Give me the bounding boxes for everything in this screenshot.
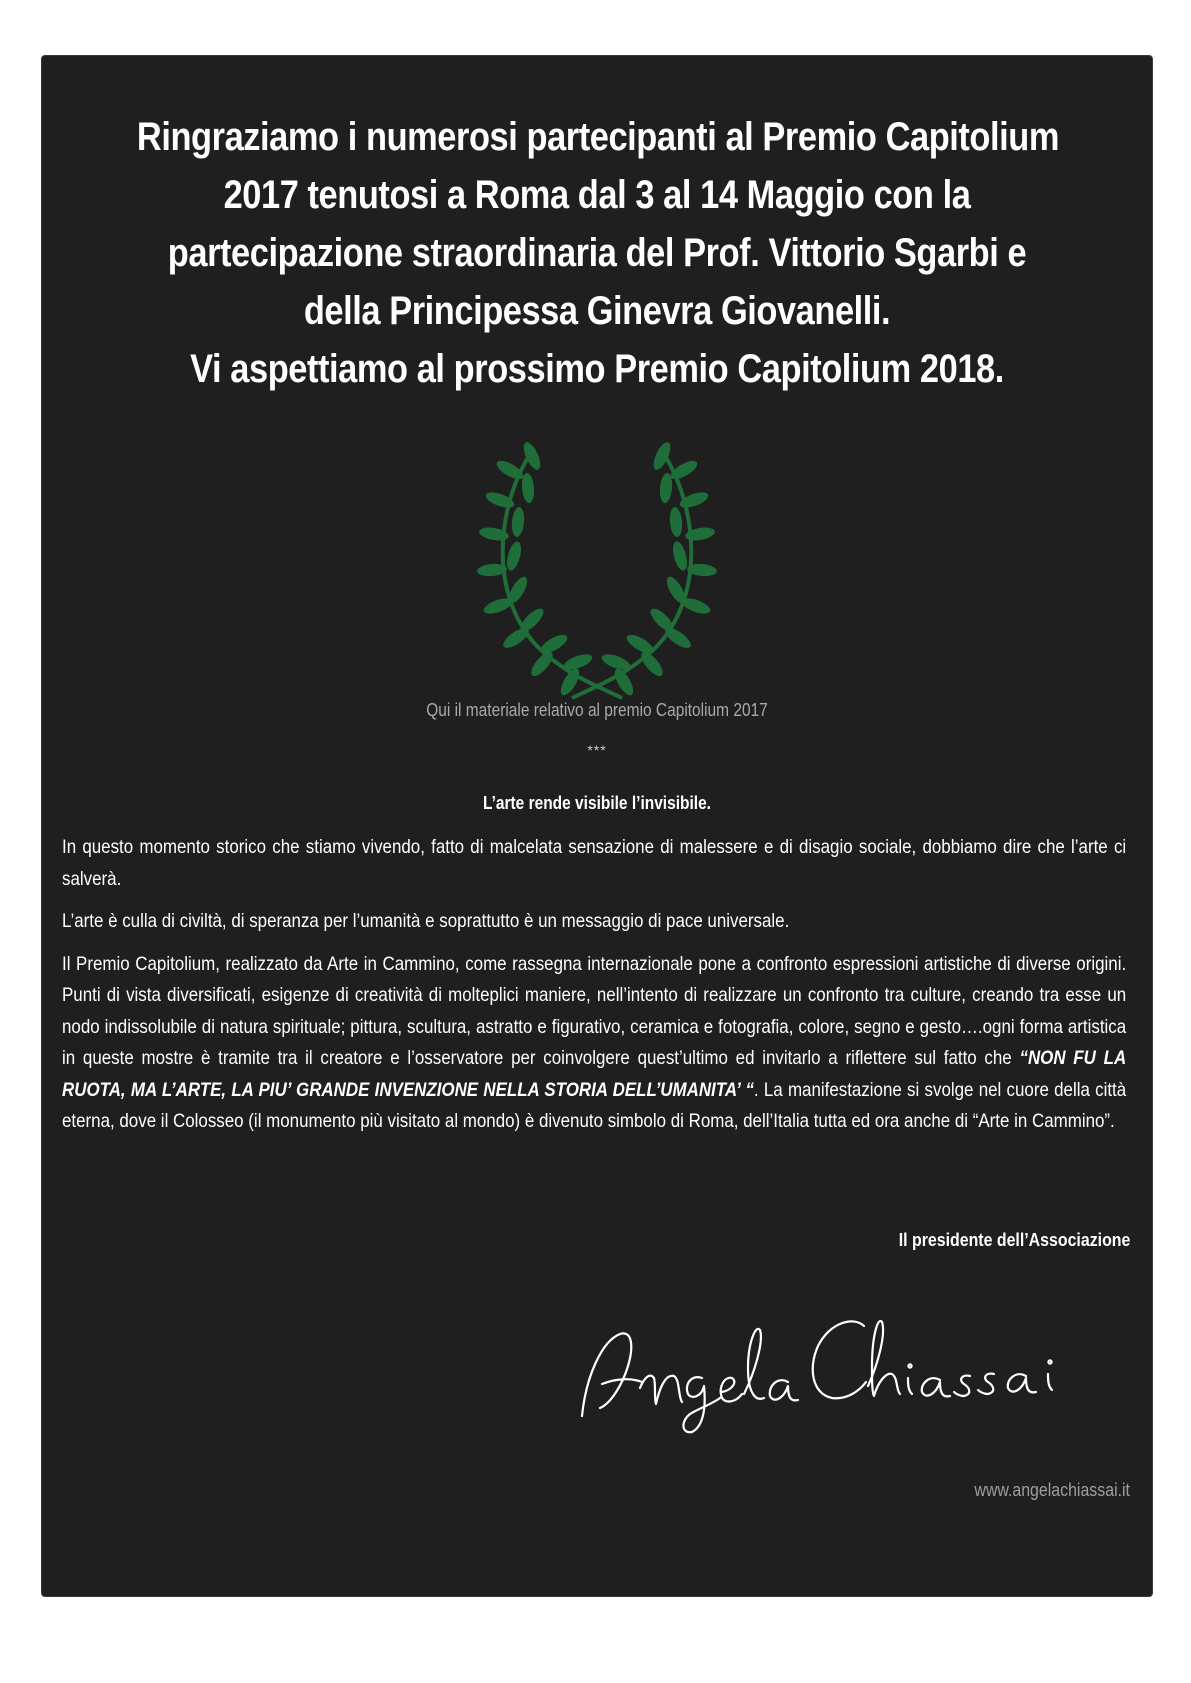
paragraph: In questo momento storico che stiamo vivendo, fatto di malcelata sensazione di malessere e di disagio sociale, dobbiamo dire che l’arte ci salverà. [62, 836, 1127, 890]
headline [136, 108, 1060, 398]
separator: *** [587, 742, 607, 758]
headline-line: Ringraziamo i numerosi partecipanti al Premio Capitolium [136, 115, 1060, 159]
paragraph-text: Il Premio Capitolium, realizzato da Arte in Cammino, come rassegna internazionale pone a confronto espressioni artistiche di diverse origini. Punti di vista diversificati, esigenze di creatività di molteplici maniere, nell’intento di realizzare un confronto tra culture, creando tra esse un nodo indissolubile di natura spirituale; pittura, scultura, astratto e figurativo, ceramica e fotografia, colore, segno e gesto….ogni forma artistica in queste mostre è tramite tra il creatore e l’osservatore per coinvolgere quest’ultimo ed invitarlo a riflettere sul fatto che [62, 952, 1127, 1069]
highlighted-quote: “NON FU LA RUOTA, MA L’ARTE, LA PIU’ GRANDE INVENZIONE NELLA STORIA DELL’UMANITA’ “ [62, 1047, 1127, 1101]
paragraph-text: . La manifestazione si svolge nel cuore della città eterna, dove il Colosseo (il monumento più visitato al mondo) è divenuto simbolo di Roma, dell’Italia tutta ed ora anche di “Arte in Cammino”. [62, 1078, 1127, 1132]
headline-line: della Principessa Ginevra Giovanelli. [303, 289, 891, 333]
motto: L’arte rende visibile l’invisibile. [482, 793, 711, 813]
material-link[interactable]: Qui il materiale relativo al premio Capitolium 2017 [426, 700, 768, 720]
laurel-wreath-icon [472, 436, 722, 726]
headline-line: Vi aspettiamo al prossimo Premio Capitolium 2018. [190, 347, 1004, 391]
content-panel [42, 56, 1152, 1596]
president-label: Il presidente dell’Associazione [898, 1229, 1130, 1250]
handwritten-signature [562, 1286, 1082, 1436]
headline-line: 2017 tenutosi a Roma dal 3 al 14 Maggio con la [223, 173, 971, 217]
headline-line: partecipazione straordinaria del Prof. Vittorio Sgarbi e [167, 231, 1027, 275]
paragraph [62, 949, 1126, 1138]
website-link[interactable]: www.angelachiassai.it [974, 1479, 1130, 1500]
body-text [62, 832, 1126, 1149]
paragraph: L’arte è culla di civiltà, di speranza per l’umanità e soprattutto è un messaggio di pace universale. [62, 910, 790, 932]
